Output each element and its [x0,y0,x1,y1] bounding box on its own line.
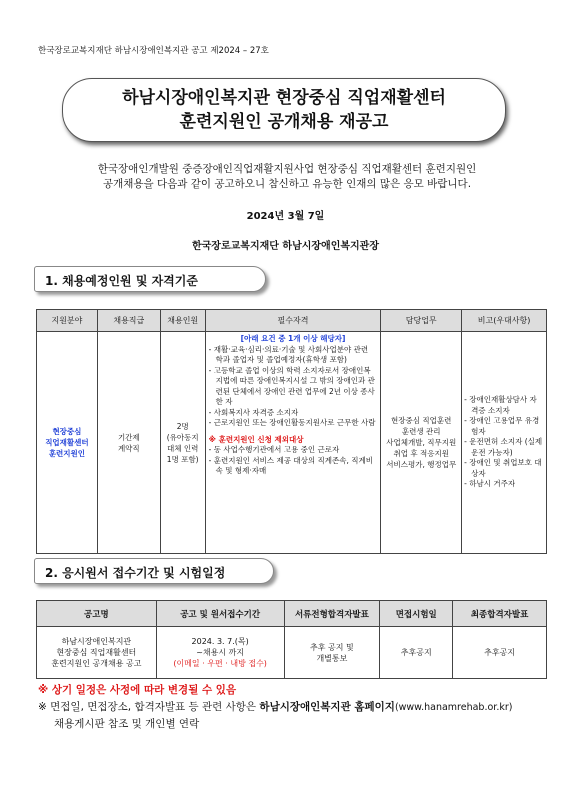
final-result-cell: 추후공지 [453,627,547,679]
col-header: 공고 및 원서접수기간 [156,601,284,627]
recruitment-table [36,309,547,554]
requirements-title: [아래 요건 중 1개 이상 해당자] [240,334,346,343]
submission-methods: (이메일 · 우편 · 내방 접수) [173,659,267,668]
interview-cell: 추후공지 [380,627,453,679]
col-header: 담당업무 [381,310,462,332]
list-item: - 사회복지사 자격증 소지자 [208,407,299,417]
intro-line1: 한국장애인개발원 중증장애인직업재활지원사업 현장중심 직업재활센터 훈련지원인 [97,163,477,175]
col-header: 지원분야 [37,310,98,332]
list-item: - 장애인 고용업무 유경험자 [464,416,540,436]
period-until: ~채용시 까지 [196,648,245,657]
note-text: 채용게시판 참조 및 개인별 연락 [54,718,200,730]
title-line1: 하남시장애인복지관 현장중심 직업재활센터 [122,88,446,108]
homepage-name: 하남시장애인복지관 홈페이지 [259,701,395,713]
intro-text [40,162,534,192]
grade-cell: 기간제 계약직 [97,332,160,554]
period-date: 2024. 3. 7.(목) [191,637,249,646]
col-header: 채용직급 [97,310,160,332]
table-row [37,627,547,679]
exclusion-title: ※ 훈련지원인 신청 제외대상 [208,434,304,444]
organization-name: 한국장로교복지재단 하남시장애인복지관장 [191,241,380,252]
list-item: - 운전면허 소지자 (실제운전 가능자) [464,437,543,457]
schedule-table [36,600,547,679]
preference-cell [462,332,547,554]
col-header: 최종합격자발표 [453,601,547,627]
document-result-cell: 추후 공지 및 개별통보 [284,627,380,679]
count-cell: 2명 (유아동지 대체 인력 1명 포함) [160,332,205,554]
list-item: - 장애인재활상담사 자격증 소지자 [464,395,537,415]
list-item: - 고등학교 졸업 이상의 학력 소지자로서 장애인복지법에 따른 장애인복지시설 그 밖의 장애인과 관련된 단체에서 장애인 관련 업무에 2년 이상 종사한 자 [208,365,375,406]
list-item: - 동 사업수행기관에서 고용 중인 근로자 [208,445,340,454]
notice-name-cell: 하남시장애인복지관 현장중심 직업재활센터 훈련지원인 공개채용 공고 [37,627,157,679]
title-line2: 훈련지원인 공개채용 재공고 [179,112,389,132]
contact-note [38,699,553,732]
schedule-change-note: ※ 상기 일정은 사정에 따라 변경될 수 있음 [38,684,237,696]
col-header: 서류전형합격자발표 [284,601,380,627]
section2-heading: 2. 응시원서 접수기간 및 시험일정 [34,558,274,584]
table-row [37,332,547,554]
notice-date: 2024년 3월 7일 [246,211,325,222]
note-text: ※ 면접일, 면접장소, 합격자발표 등 관련 사항은 [38,701,260,713]
col-header: 면접시험일 [380,601,453,627]
section1-heading: 1. 채용예정인원 및 자격기준 [34,266,266,292]
col-header: 공고명 [37,601,157,627]
field-cell: 현장중심 직업재활센터 훈련지원인 [37,332,98,554]
list-item: - 근로지원인 또는 장애인활동지원사로 근무한 사람 [208,418,376,427]
intro-line2: 공개채용을 다음과 같이 공고하오니 참신하고 유능한 인재의 많은 응모 바랍니다. [102,178,472,190]
table-header-row [37,310,547,332]
period-cell [156,627,284,679]
table-header-row [37,601,547,627]
title-box [62,78,506,142]
list-item: - 장애인 및 취업보호 대상자 [464,458,542,478]
homepage-url[interactable]: (www.hanamrehab.or.kr) [394,702,513,713]
col-header: 비고(우대사항) [462,310,547,332]
requirements-cell [205,332,381,554]
notice-number: 한국장로교복지재단 하남시장애인복지관 공고 제2024 – 27호 [38,46,269,56]
duty-cell: 현장중심 직업훈련 훈련생 관리 사업체개발, 직무지원 취업 후 적응지원 서비스평가, 행정업무 [381,332,462,554]
list-item: - 하남시 거주자 [464,479,516,489]
list-item: - 훈련지원인 서비스 제공 대상의 직계존속, 직계비속 및 형제·자매 [208,455,373,475]
list-item: - 재활·교육·심리·의료·기술 및 사회사업분야 관련 학과 졸업자 및 졸업예정자(휴학생 포함) [208,344,369,364]
col-header: 필수자격 [205,310,381,332]
col-header: 채용인원 [160,310,205,332]
